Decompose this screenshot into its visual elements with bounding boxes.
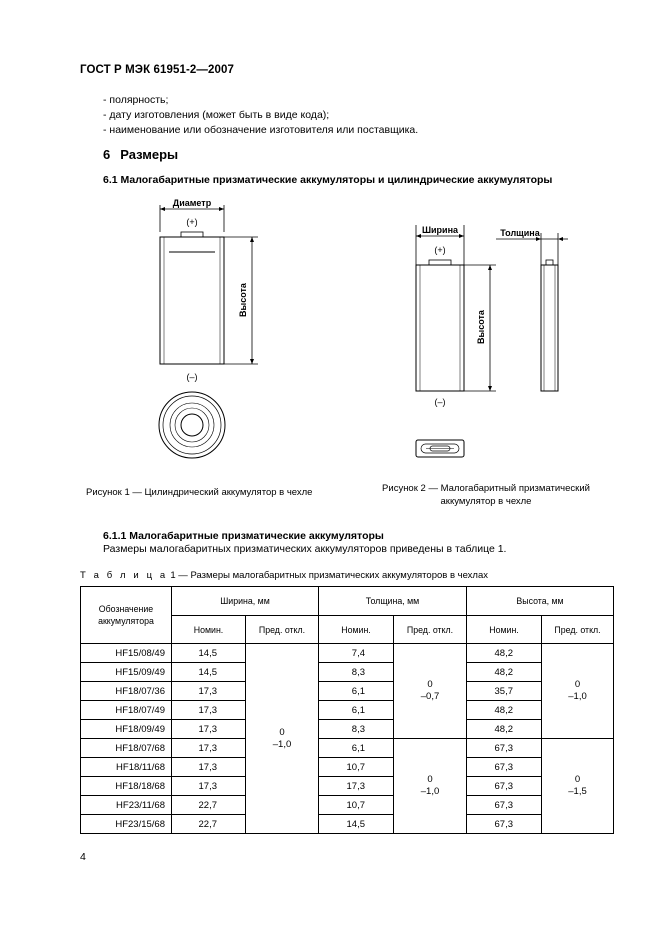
thickness-tolerance-a: 0 –0,7 [394, 644, 467, 739]
table-row: HF18/09/49 17,3 8,3 48,2 [81, 720, 614, 739]
plus-terminal-label: (+) [434, 245, 446, 255]
table-row: HF18/18/68 17,3 17,3 67,3 [81, 777, 614, 796]
height-tolerance-b: 0 –1,5 [542, 739, 614, 834]
section-heading [103, 147, 178, 162]
figure-prismatic-battery [400, 215, 580, 475]
subheader-nom: Номин. [467, 616, 542, 644]
height-label: Высота [238, 283, 248, 317]
table-caption-prefix: Т а б л и ц а [80, 570, 168, 581]
table-caption-text: 1 — Размеры малогабаритных призматических аккумуляторов в чехлах [167, 570, 488, 581]
table-row: HF18/11/68 17,3 10,7 67,3 [81, 758, 614, 777]
width-label: Ширина [421, 225, 459, 235]
dimensions-table [80, 586, 614, 834]
header-width: Ширина, мм [172, 587, 319, 616]
subsection-heading: 6.1 Малогабаритные призматические аккумуляторы и цилиндрические аккумуляторы [103, 174, 553, 186]
height-tolerance-a: 0 –1,0 [542, 644, 614, 739]
header-thickness: Толщина, мм [319, 587, 467, 616]
table-row: HF23/15/68 22,7 14,5 67,3 [81, 815, 614, 834]
height-label: Высота [476, 310, 486, 344]
table-caption [80, 570, 488, 581]
header-height: Высота, мм [467, 587, 614, 616]
thickness-label: Толщина [500, 228, 540, 238]
figure2-caption [377, 482, 595, 508]
figure1-caption: Рисунок 1 — Цилиндрический аккумулятор в чехле [86, 487, 313, 498]
page-number: 4 [80, 851, 86, 863]
thickness-tolerance-b: 0 –1,0 [394, 739, 467, 834]
table-row: HF15/09/49 14,5 8,3 48,2 [81, 663, 614, 682]
figure-cylindrical-battery [140, 192, 280, 462]
table-row: HF18/07/49 17,3 6,1 48,2 [81, 701, 614, 720]
document-header: ГОСТ Р МЭК 61951-2—2007 [80, 64, 234, 76]
table-row: HF18/07/68 17,3 6,1 0 –1,0 67,3 0 –1,5 [81, 739, 614, 758]
plus-terminal-label: (+) [186, 217, 198, 227]
figure2-caption-line1: Рисунок 2 — Малогабаритный призматический [382, 483, 590, 494]
subheader-nom: Номин. [172, 616, 246, 644]
table-row: HF23/11/68 22,7 10,7 67,3 [81, 796, 614, 815]
list-item: - полярность; [103, 94, 169, 106]
width-tolerance: 0 –1,0 [246, 644, 319, 834]
section-title: Размеры [120, 147, 179, 162]
marking-list [103, 93, 418, 138]
diameter-label: Диаметр [172, 198, 212, 208]
minus-terminal-label: (–) [186, 372, 198, 382]
subheader-tol: Пред. откл. [542, 616, 614, 644]
table-row: HF15/08/49 14,5 0 –1,0 7,4 0 –0,7 48,2 0 –1,0 [81, 644, 614, 663]
minus-terminal-label: (–) [434, 397, 446, 407]
subsubsection-text: Размеры малогабаритных призматических аккумуляторов приведены в таблице 1. [103, 543, 507, 555]
header-name: Обозначение аккумулятора [81, 587, 172, 644]
subheader-nom: Номин. [319, 616, 394, 644]
section-number: 6 [103, 147, 111, 162]
list-item: - наименование или обозначение изготовителя или поставщика. [103, 124, 419, 136]
list-item: - дату изготовления (может быть в виде кода); [103, 109, 330, 121]
subsubsection-heading: 6.1.1 Малогабаритные призматические аккумуляторы [103, 530, 384, 542]
figure2-caption-line2: аккумулятор в чехле [440, 496, 532, 507]
subheader-tol: Пред. откл. [246, 616, 319, 644]
table-row: HF18/07/36 17,3 6,1 35,7 [81, 682, 614, 701]
subheader-tol: Пред. откл. [394, 616, 467, 644]
